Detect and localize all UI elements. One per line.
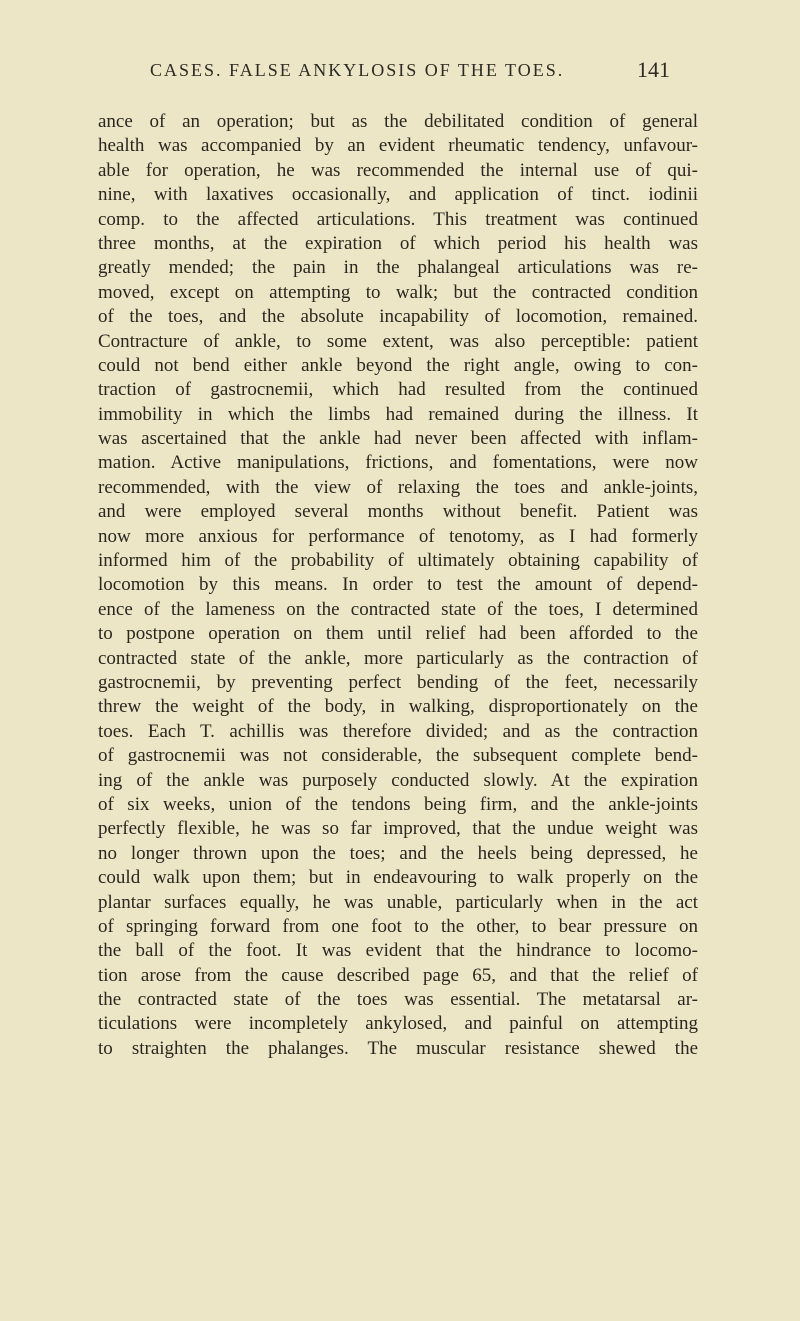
page-number: 141 xyxy=(637,57,670,82)
text-line: to straighten the phalanges. The muscular resistance shewed the xyxy=(98,1037,698,1059)
text-line: of gastrocnemii was not considerable, the subsequent complete bend- xyxy=(98,745,698,767)
text-line: greatly mended; the pain in the phalangeal articulations was re- xyxy=(98,257,698,279)
text-line: mation. Active manipulations, frictions, and fomentations, were now xyxy=(98,452,698,474)
text-line: nine, with laxatives occasionally, and application of tinct. iodinii xyxy=(98,184,698,206)
text-line: immobility in which the limbs had remained during the illness. It xyxy=(98,403,698,425)
text-line: threw the weight of the body, in walking, disproportionately on the xyxy=(98,696,698,718)
text-line: ticulations were incompletely ankylosed, and painful on attempting xyxy=(98,1013,698,1035)
text-line: tion arose from the cause described page 65, and that the relief of xyxy=(98,964,698,986)
text-line: moved, except on attempting to walk; but the contracted condition xyxy=(98,281,698,303)
text-line: and were employed several months without benefit. Patient was xyxy=(98,501,698,523)
running-head: CASES. FALSE ANKYLOSIS OF THE TOES. xyxy=(150,60,565,80)
text-line: Contracture of ankle, to some extent, was also perceptible: patient xyxy=(98,330,698,352)
text-line: comp. to the affected articulations. This treatment was continued xyxy=(98,208,698,230)
text-line: locomotion by this means. In order to test the amount of depend- xyxy=(98,574,698,596)
text-line: health was accompanied by an evident rheumatic tendency, unfavour- xyxy=(98,135,698,157)
text-line: to postpone operation on them until relief had been afforded to the xyxy=(98,623,698,645)
text-line: was ascertained that the ankle had never been affected with inflam- xyxy=(98,428,698,450)
text-line: recommended, with the view of relaxing the toes and ankle-joints, xyxy=(98,476,698,498)
text-line: no longer thrown upon the toes; and the heels being depressed, he xyxy=(98,842,698,864)
body-text xyxy=(98,110,698,1061)
text-line: of springing forward from one foot to the other, to bear pressure on xyxy=(98,915,698,937)
text-line: the ball of the foot. It was evident that the hindrance to locomo- xyxy=(98,940,698,962)
text-line: gastrocnemii, by preventing perfect bending of the feet, necessarily xyxy=(98,671,698,693)
text-line: ence of the lameness on the contracted state of the toes, I determined xyxy=(98,598,698,620)
text-line: of six weeks, union of the tendons being firm, and the ankle-joints xyxy=(98,793,698,815)
text-line: toes. Each T. achillis was therefore divided; and as the contraction xyxy=(98,720,698,742)
text-line: informed him of the probability of ultimately obtaining capability of xyxy=(98,550,698,572)
text-line: three months, at the expiration of which period his health was xyxy=(98,232,698,254)
text-line: traction of gastrocnemii, which had resulted from the continued xyxy=(98,379,698,401)
text-line: able for operation, he was recommended the internal use of qui- xyxy=(98,159,698,181)
text-line: contracted state of the ankle, more particularly as the contraction of xyxy=(98,647,698,669)
text-line: could walk upon them; but in endeavouring to walk properly on the xyxy=(98,867,698,889)
text-line: ing of the ankle was purposely conducted slowly. At the expiration xyxy=(98,769,698,791)
text-line: of the toes, and the absolute incapability of locomotion, remained. xyxy=(98,306,698,328)
text-line: the contracted state of the toes was essential. The metatarsal ar- xyxy=(98,989,698,1011)
text-line: could not bend either ankle beyond the right angle, owing to con- xyxy=(98,354,698,376)
text-line: plantar surfaces equally, he was unable, particularly when in the act xyxy=(98,891,698,913)
text-line: now more anxious for performance of tenotomy, as I had formerly xyxy=(98,525,698,547)
text-line: ance of an operation; but as the debilitated condition of general xyxy=(98,111,698,132)
text-line: perfectly flexible, he was so far improved, that the undue weight was xyxy=(98,818,698,840)
